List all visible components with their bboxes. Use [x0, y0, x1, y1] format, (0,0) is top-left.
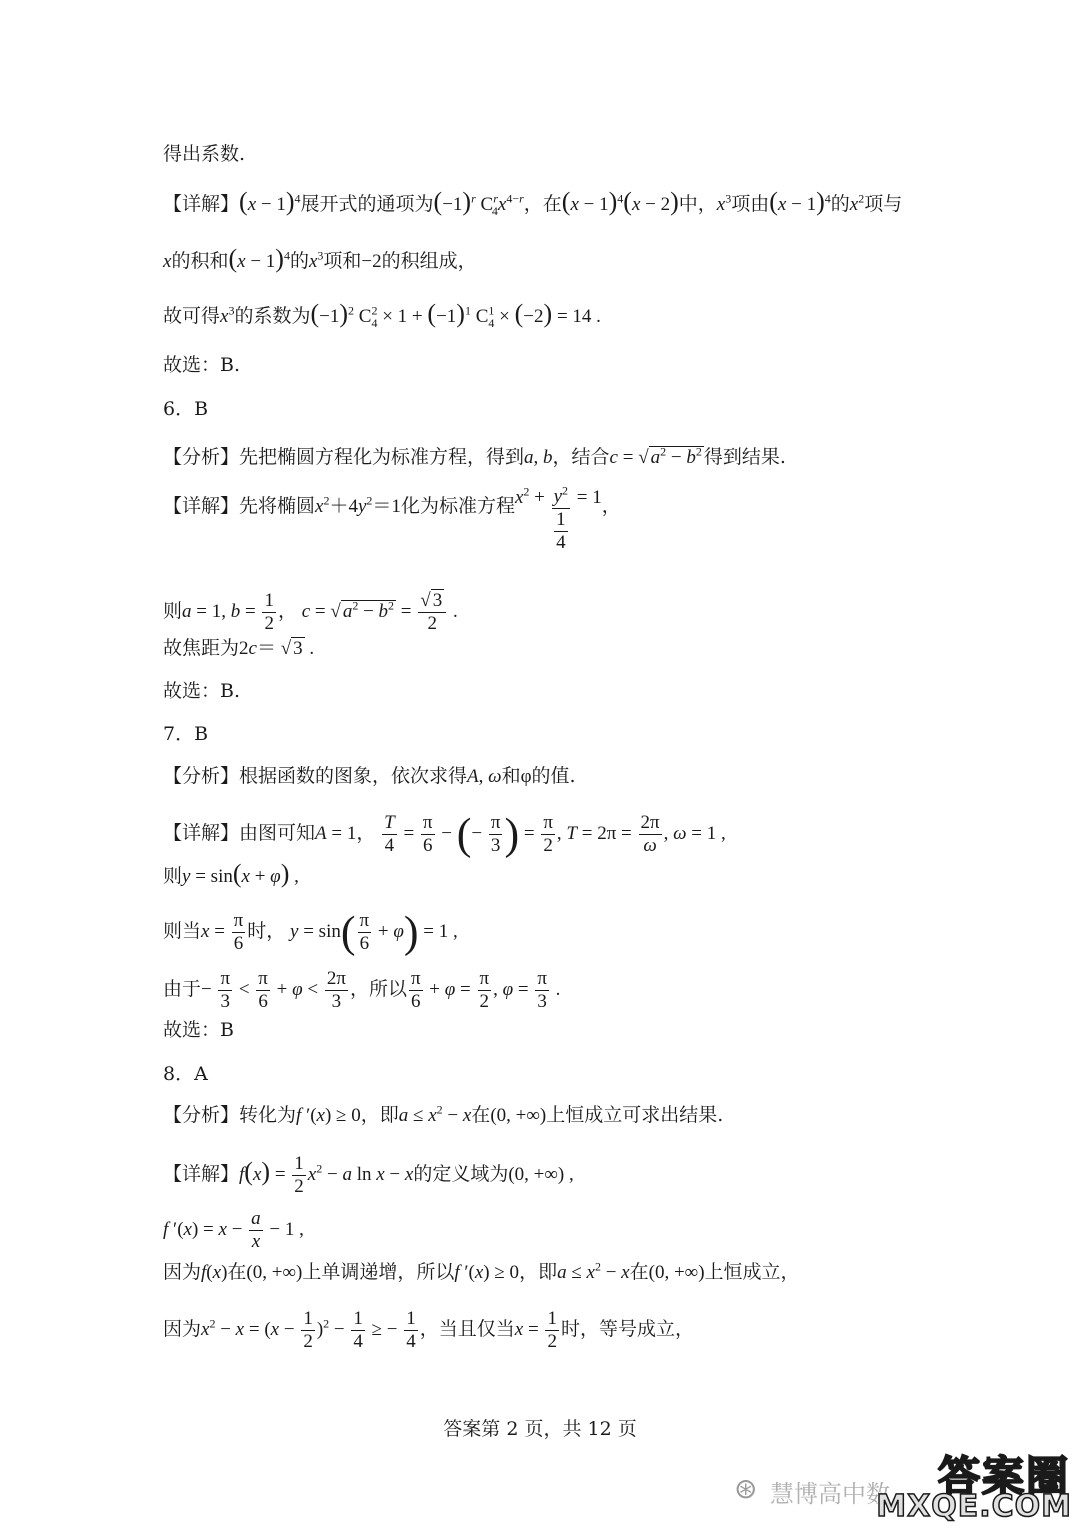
text-line	[163, 809, 726, 859]
text-line	[163, 244, 477, 274]
line-text: 因为	[163, 1261, 202, 1283]
question-number	[163, 1062, 208, 1086]
section-tag: 【分析】	[163, 1104, 240, 1126]
math: x = $\frac{\pi}{6}$	[201, 910, 244, 954]
math: $\frac{\pi}{6}$ + φ = $\frac{\pi}{2}$ , φ = $\frac{\pi}{3}$ .	[410, 968, 561, 1012]
section-tag: 【分析】	[163, 446, 240, 468]
line-text: ，即	[519, 1261, 558, 1283]
math: f ′(x) ≥ 0	[454, 1262, 520, 1283]
question-number	[163, 397, 208, 421]
math: y = sin(x + φ) ,	[182, 859, 299, 888]
math: $(-1)^2$ $C^2_4 \times 1 + (-1)^1$ $C^1_4 \times (-2) = 14$ .	[310, 299, 601, 330]
line-text: 故选：B.	[163, 354, 241, 376]
line-text: ，所以	[349, 977, 407, 1000]
math: φ	[520, 766, 532, 787]
watermark-logo-bottom: MXQE.COM	[876, 1489, 1072, 1524]
watermark-logo-top: 答案圈	[937, 1452, 1070, 1501]
math: $(x - 1)^4$	[228, 244, 290, 273]
line-text: 由图可知	[239, 821, 316, 844]
line-text: 的	[830, 193, 850, 215]
math: c = √ $a^2 - b^2$	[609, 444, 702, 468]
math: a, b	[524, 447, 553, 468]
page-footer: 答案第 2 页，共 12 页	[443, 1418, 637, 1440]
line-text: 则	[163, 865, 183, 887]
math: $x^2+4y^2=1$	[315, 493, 401, 517]
question-number	[163, 722, 208, 746]
line-text: 项与	[864, 193, 903, 215]
line-text: 时，等号成立，	[560, 1317, 694, 1340]
math: $x^3$	[308, 248, 324, 272]
math: $(x - 1)^4(x - 2)$	[561, 187, 679, 216]
math: $(x - 1)^4$	[239, 187, 301, 216]
line-text: 先将椭圆	[239, 495, 316, 517]
math: $a \le x^2 - x$	[398, 1102, 472, 1126]
line-text: 上单调递增，所以	[302, 1261, 455, 1283]
text-line	[163, 299, 601, 330]
line-text: 的值.	[531, 765, 576, 787]
line-text: 的积组成，	[381, 250, 477, 272]
line-text: 故可得	[163, 305, 221, 327]
text-line	[163, 590, 458, 635]
text-line	[163, 1103, 723, 1128]
math: $x^3$	[716, 191, 732, 215]
math: −2	[361, 251, 382, 272]
math: a = 1, b = $\frac{1}{2}$ ， c = √ $a^2 - b^2$ = $\frac{√ 3}{2}$ .	[182, 590, 458, 634]
line-text: 的积和	[171, 250, 229, 272]
math: − $\frac{\pi}{3}$ < $\frac{\pi}{6}$ + φ < $\frac{2\pi}{3}$	[201, 968, 346, 1012]
text-line	[163, 1018, 234, 1042]
line-text: 时，	[247, 919, 286, 942]
wechat-icon: ⊛	[734, 1472, 758, 1505]
line-text: 项由	[731, 193, 770, 215]
math: $(x - 1)^4$	[769, 187, 831, 216]
line-text: 在	[227, 1261, 247, 1283]
section-tag: 【详解】	[163, 495, 240, 517]
math: $x^2 - x = (x$ − $\frac{1}{2}$ )$^2$ − $\frac{1}{4}$ ≥ − $\frac{1}{4}$	[201, 1308, 416, 1352]
line-text: 在	[471, 1104, 491, 1126]
text-line	[163, 679, 240, 703]
math: f(x) = $\frac{1}{2}$ $x^2 - a$ ln x − x	[239, 1153, 414, 1197]
line-text: 由于	[163, 977, 202, 1000]
text-line: 【详解】先将椭圆$x^2+4y^2=1$化为标准方程$x^2$ + $\frac{y^2}{\frac{1}{4}}$ = 1，	[163, 483, 621, 553]
text-line	[163, 1260, 800, 1285]
line-text: 得到结果.	[703, 446, 786, 468]
line-text: 的定义域为	[413, 1162, 509, 1185]
math: x = $\frac{1}{2}$	[514, 1308, 557, 1352]
text-line	[163, 1208, 304, 1253]
line-text: 6．B	[163, 398, 209, 420]
section-tag: 【详解】	[163, 193, 240, 215]
line-text: 中，	[678, 193, 717, 215]
watermark-account: 慧博高中数	[770, 1480, 890, 1508]
watermark-logo	[876, 1444, 1074, 1524]
line-text: ，即	[360, 1104, 399, 1126]
text-line	[163, 859, 299, 889]
line-text: 上恒成立可求出结果.	[546, 1104, 724, 1126]
math: $(-1)^r$ $C^r_4x^{4-r}$	[433, 187, 524, 218]
math: f(x)	[201, 1262, 228, 1283]
math: f ′(x) ≥ 0	[296, 1105, 361, 1126]
text-line	[163, 968, 560, 1013]
text-line	[163, 142, 245, 166]
math: (0, +∞)	[490, 1105, 547, 1126]
line-text: 则当	[163, 919, 202, 942]
math: (0, +∞)	[648, 1262, 705, 1283]
text-line	[163, 764, 576, 789]
line-text: 化为标准方程	[400, 495, 515, 517]
line-text: 8．A	[163, 1063, 208, 1085]
math: A = 1， $\frac{T}{4}$ = $\frac{\pi}{6}$ − (− $\frac{\pi}{3}$ ) = $\frac{\pi}{2}$ , T = 2π = $\frac{2\pi}{\omega}$ , ω = 1 ,	[315, 809, 726, 859]
math: x	[163, 251, 172, 272]
line-text: 7．B	[163, 723, 209, 745]
text-line	[163, 636, 314, 661]
line-text: 和	[501, 765, 521, 787]
line-text: 则	[163, 599, 183, 622]
line-text: 的系数为	[234, 305, 311, 327]
math: $x^2$ + $\frac{y^2}{\frac{1}{4}}$ = 1	[514, 483, 602, 553]
line-text: 故选：B.	[163, 680, 241, 702]
text-line	[163, 353, 240, 377]
math: $x^3$	[220, 303, 235, 327]
math: (0, +∞)	[246, 1262, 303, 1283]
line-text: ，结合	[552, 446, 610, 468]
text-line	[163, 187, 903, 218]
section-tag: 【详解】	[163, 821, 240, 844]
text-line	[163, 1153, 574, 1198]
line-text: 根据函数的图象，依次求得	[239, 765, 468, 787]
section-tag: 【分析】	[163, 765, 240, 787]
line-text: 在	[629, 1261, 649, 1283]
math: $x^2$	[849, 191, 865, 215]
math: f ′(x) = x − $\frac{a}{x}$ − 1 ,	[163, 1208, 304, 1252]
line-text: 故选：B	[163, 1019, 234, 1041]
line-text: 故焦距为	[163, 637, 240, 659]
text-line	[163, 1308, 694, 1353]
line-text: 展开式的通项为	[300, 193, 434, 215]
line-text: ，在	[523, 193, 562, 215]
math: y = sin( $\frac{\pi}{6}$ + φ) = 1 ,	[290, 907, 458, 957]
text-line	[163, 445, 786, 470]
line-text: 先把椭圆方程化为标准方程，得到	[239, 446, 525, 468]
math: A, ω	[467, 766, 502, 787]
watermark	[734, 1444, 1074, 1524]
text-line	[163, 907, 458, 957]
math: (0, +∞) ,	[508, 1163, 574, 1185]
line-text: 的	[289, 250, 309, 272]
line-text: 转化为	[239, 1104, 297, 1126]
line-text: 上恒成立，	[704, 1261, 800, 1283]
line-text: 因为	[163, 1317, 202, 1340]
line-text: 项和	[323, 250, 362, 272]
math: 2c＝ √ 3 .	[239, 638, 315, 659]
line-text: 得出系数.	[163, 143, 246, 165]
line-text: ，当且仅当	[419, 1317, 515, 1340]
section-tag: 【详解】	[163, 1162, 240, 1185]
math: $a \le x^2 - x$	[557, 1259, 630, 1283]
